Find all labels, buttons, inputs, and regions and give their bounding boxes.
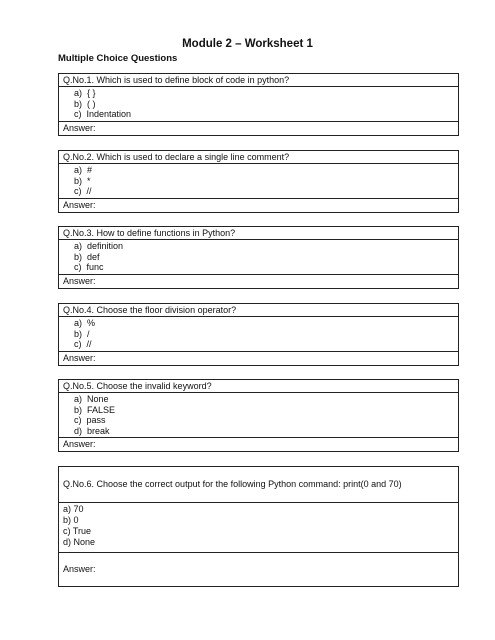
options-list bbox=[59, 164, 458, 199]
option-d: d) break bbox=[74, 425, 110, 436]
option-c: c) // bbox=[74, 339, 92, 349]
worksheet-title: Module 2 – Worksheet 1 bbox=[182, 38, 313, 50]
option-a: a) % bbox=[74, 318, 96, 328]
question-block-2 bbox=[58, 150, 459, 213]
answer-field[interactable]: Answer: bbox=[63, 439, 96, 449]
answer-field[interactable]: Answer: bbox=[63, 352, 96, 363]
answer-field[interactable]: Answer: bbox=[63, 564, 96, 574]
question-text: Q.No.1. Which is used to define block of code in python? bbox=[59, 74, 458, 87]
answer-field[interactable]: Answer: bbox=[63, 122, 96, 133]
section-subtitle: Multiple Choice Questions bbox=[58, 53, 178, 64]
option-a: a) { } bbox=[74, 88, 96, 98]
question-block-1 bbox=[58, 73, 459, 136]
question-block-4 bbox=[58, 303, 459, 366]
options-list bbox=[59, 87, 458, 122]
option-a: a) definition bbox=[74, 241, 124, 251]
question-text: Q.No.2. Which is used to declare a single line comment? bbox=[59, 151, 458, 164]
question-text: Q.No.4. Choose the floor division operator? bbox=[59, 304, 458, 317]
option-c: c) Indentation bbox=[74, 109, 132, 119]
option-b: b) 0 bbox=[63, 515, 79, 525]
question-text: Q.No.3. How to define functions in Python? bbox=[59, 227, 458, 240]
option-c: c) pass bbox=[74, 415, 106, 425]
question-block-3 bbox=[58, 226, 459, 289]
option-c: c) // bbox=[74, 186, 92, 196]
answer-field[interactable]: Answer: bbox=[63, 199, 96, 210]
option-b: b) def bbox=[74, 251, 100, 262]
options-list bbox=[59, 317, 458, 352]
question-text: Q.No.5. Choose the invalid keyword? bbox=[59, 380, 458, 393]
option-c: c) True bbox=[63, 526, 92, 536]
options-list bbox=[59, 393, 458, 438]
question-text: Q.No.6. Choose the correct output for the following Python command: print(0 and 70) bbox=[59, 467, 458, 503]
option-b: b) / bbox=[74, 328, 90, 339]
question-block-5 bbox=[58, 379, 459, 452]
option-c: c) func bbox=[74, 262, 104, 272]
option-a: a) None bbox=[74, 394, 109, 404]
option-a: a) # bbox=[74, 165, 93, 175]
answer-field[interactable]: Answer: bbox=[63, 275, 96, 286]
option-b: b) FALSE bbox=[74, 404, 116, 415]
option-b: b) ( ) bbox=[74, 98, 96, 109]
options-list bbox=[59, 503, 458, 553]
question-block-6 bbox=[58, 466, 459, 587]
option-a: a) 70 bbox=[63, 504, 84, 514]
option-d: d) None bbox=[63, 537, 96, 547]
option-b: b) * bbox=[74, 175, 91, 186]
options-list bbox=[59, 240, 458, 275]
